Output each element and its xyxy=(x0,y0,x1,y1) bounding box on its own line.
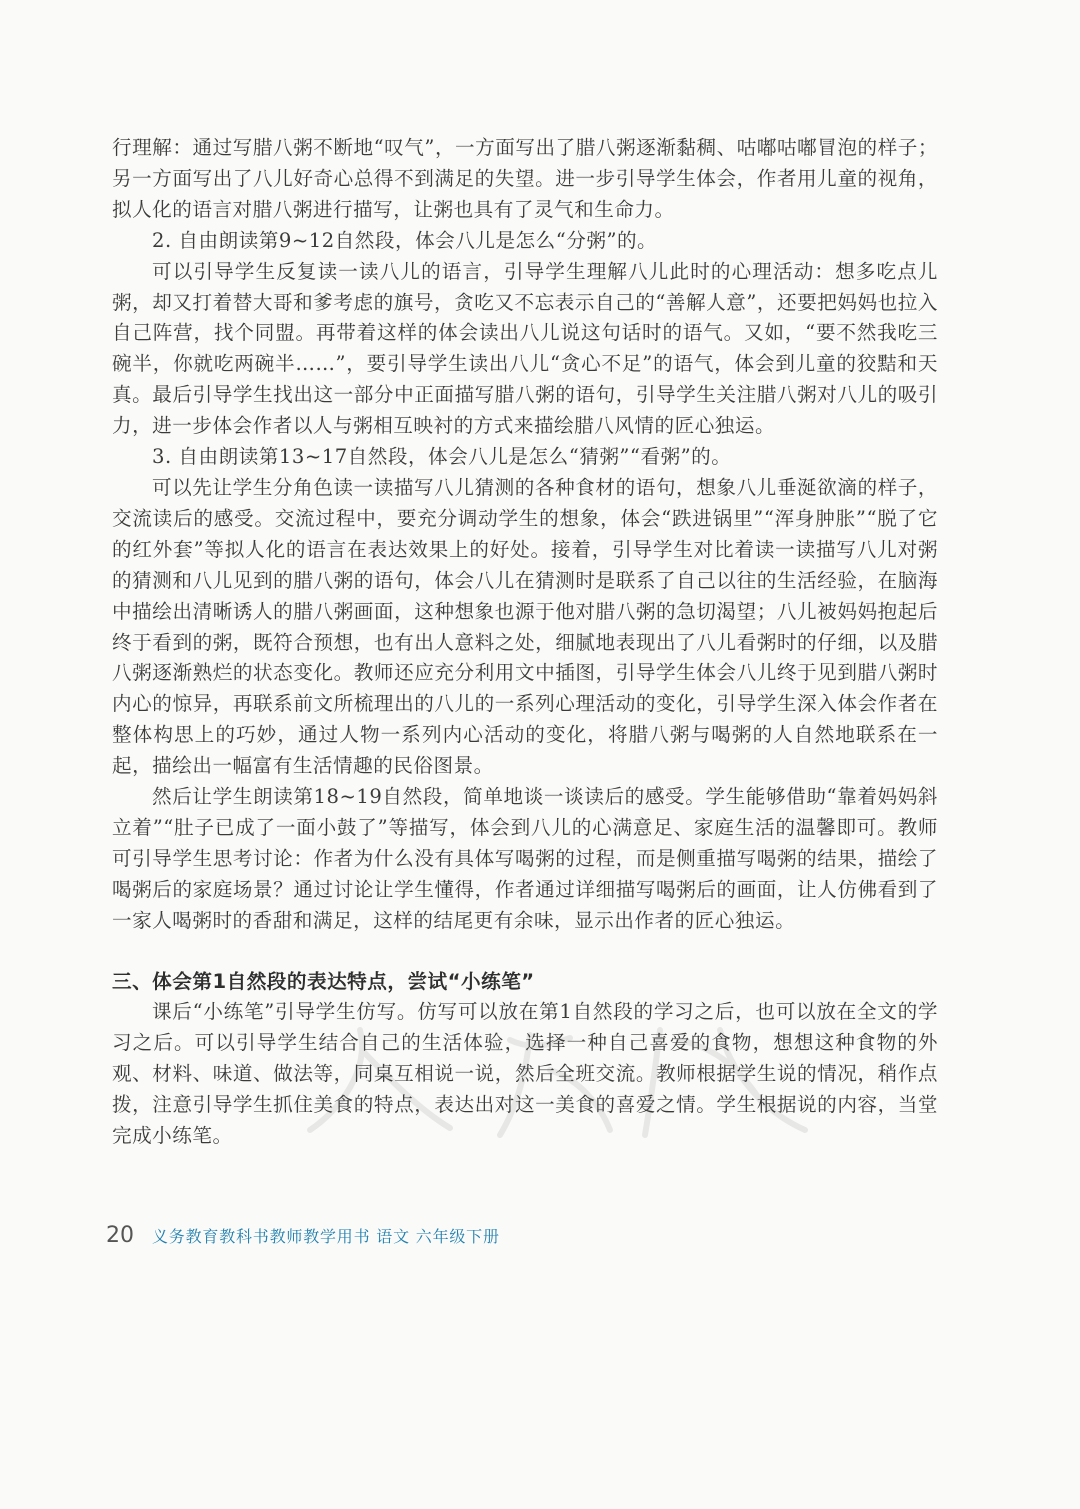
paragraph-continued: 行理解：通过写腊八粥不断地“叹气”，一方面写出了腊八粥逐渐黏稠、咕嘟咕嘟冒泡的样子；另一方面写出了八儿好奇心总得不到满足的失望。进一步引导学生体会，作者用儿童的视角，拟人化的语言对腊八粥进行描写，让粥也具有了灵气和生命力。 xyxy=(112,136,938,221)
book-title: 义务教育教科书教师教学用书 语文 六年级下册 xyxy=(152,1227,500,1246)
section-paragraph: 课后“小练笔”引导学生仿写。仿写可以放在第1自然段的学习之后，也可以放在全文的学习之后。可以引导学生结合自己的生活体验，选择一种自己喜爱的食物，想想这种食物的外观、材料、味道、做法等，同桌互相说一说，然后全班交流。教师根据学生说的情况，稍作点拨，注意引导学生抓住美食的特点，表达出对这一美食的喜爱之情。学生根据说的内容，当堂完成小练笔。 xyxy=(112,1000,938,1148)
paragraph-3: 可以先让学生分角色读一读描写八儿猜测的各种食材的语句，想象八儿垂涎欲滴的样子，交流读后的感受。交流过程中，要充分调动学生的想象，体会“跌进锅里”“浑身肿胀”“脱了它的红外套”等拟人化的语言在表达效果上的好处。接着，引导学生对比着读一读描写八儿对粥的猜测和八儿见到的腊八粥的语句，体会八儿在猜测时是联系了自己以往的生活经验，在脑海中描绘出清晰诱人的腊八粥画面，这种想象也源于他对腊八粥的急切渴望；八儿被妈妈抱起后终于看到的粥，既符合预想，也有出人意料之处，细腻地表现出了八儿看粥时的仔细，以及腊八粥逐渐熟烂的状态变化。教师还应充分利用文中插图，引导学生体会八儿终于见到腊八粥时内心的惊异，再联系前文所梳理出的八儿的一系列心理活动的变化，引导学生深入体会作者在整体构思上的巧妙，通过人物一系列内心活动的变化，将腊八粥与喝粥的人自然地联系在一起，描绘出一幅富有生活情趣的民俗图景。 xyxy=(112,475,938,778)
subheading-2: 2. 自由朗读第9~12自然段，体会八儿是怎么“分粥”的。 xyxy=(152,228,658,252)
page-content xyxy=(112,133,938,1152)
paragraph-4: 然后让学生朗读第18~19自然段，简单地谈一谈读后的感受。学生能够借助“靠着妈妈斜立着”“肚子已成了一面小鼓了”等描写，体会到八儿的心满意足、家庭生活的温馨即可。教师可引导学生思考讨论：作者为什么没有具体写喝粥的过程，而是侧重描写喝粥的结果，描绘了喝粥后的家庭场景？通过讨论让学生懂得，作者通过详细描写喝粥后的画面，让人仿佛看到了一家人喝粥时的香甜和满足，这样的结尾更有余味，显示出作者的匠心独运。 xyxy=(112,785,938,932)
paragraph-2: 可以引导学生反复读一读八儿的语言，引导学生理解八儿此时的心理活动：想多吃点儿粥，却又打着替大哥和爹考虑的旗号，贪吃又不忘表示自己的“善解人意”，还要把妈妈也拉入自己阵营，找个同盟。再带着这样的体会读出八儿说这句话时的语气。又如，“要不然我吃三碗半，你就吃两碗半……”，要引导学生读出八儿“贪心不足”的语气，体会到儿童的狡黠和天真。最后引导学生找出这一部分中正面描写腊八粥的语句，引导学生关注腊八粥对八儿的吸引力，进一步体会作者以人与粥相互映衬的方式来描绘腊八风情的匠心独运。 xyxy=(112,259,938,438)
page-footer xyxy=(106,1223,500,1248)
section-heading: 三、体会第1自然段的表达特点，尝试“小练笔” xyxy=(112,969,535,993)
subheading-3: 3. 自由朗读第13~17自然段，体会八儿是怎么“猜粥”“看粥”的。 xyxy=(152,445,732,469)
section-gap xyxy=(112,937,938,967)
page-number: 20 xyxy=(106,1223,134,1248)
